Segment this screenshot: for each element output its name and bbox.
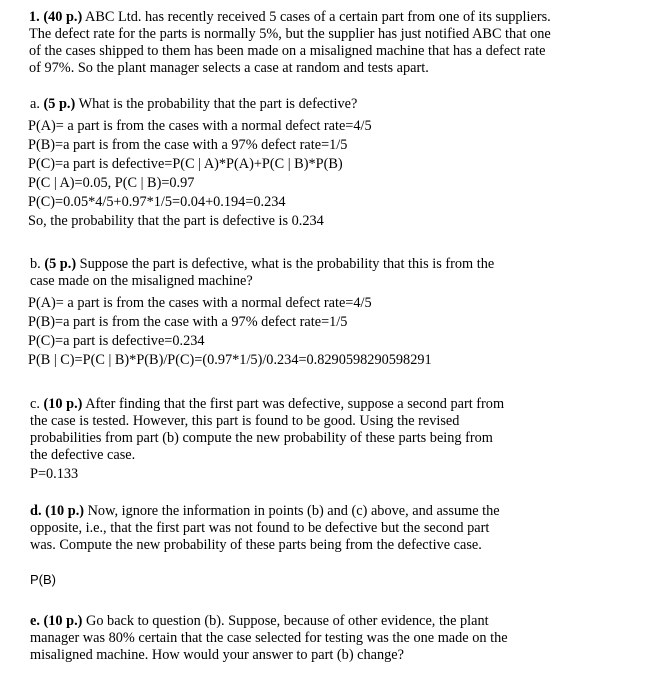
part-a-answer-line: P(C | A)=0.05, P(C | B)=0.97 <box>28 175 195 191</box>
part-b-answer-line: P(C)=a part is defective=0.234 <box>28 333 205 349</box>
part-c-answer-line: P=0.133 <box>30 466 79 482</box>
part-d-question-line: was. Compute the new probability of these parts being from the defective case. <box>30 537 482 553</box>
part-a-answer-line: So, the probability that the part is defective is 0.234 <box>28 213 324 229</box>
part-e-question-line: misaligned machine. How would your answer to part (b) change? <box>30 647 404 663</box>
part-a-answer-line: P(B)=a part is from the case with a 97% defect rate=1/5 <box>28 137 348 153</box>
part-b <box>30 256 646 290</box>
part-a-answer <box>28 117 646 231</box>
part-a-answer-line: P(C)=a part is defective=P(C | A)*P(A)+P(C | B)*P(B) <box>28 156 343 172</box>
question-1-text-line: The defect rate for the parts is normally 5%, but the supplier has just notified ABC that one <box>29 26 551 42</box>
question-1-points: (40 p.) <box>43 9 83 25</box>
part-c-answer <box>30 466 646 483</box>
part-e-points: (10 p.) <box>43 613 83 629</box>
part-d-question-line: opposite, i.e., that the first part was not found to be defective but the second part <box>30 520 490 536</box>
part-e <box>30 613 646 664</box>
part-b-question-line <box>30 256 646 273</box>
part-c-question-line: the case is tested. However, this part is found to be good. Using the revised <box>30 413 460 429</box>
part-a-label: a. <box>30 96 40 112</box>
part-d-answer-line: P(B) <box>30 572 56 587</box>
part-d-answer <box>30 571 646 588</box>
part-e-question-line <box>30 613 646 630</box>
part-b-answer <box>28 294 646 370</box>
part-a-answer-line: P(A)= a part is from the cases with a normal defect rate=4/5 <box>28 118 372 134</box>
part-b-answer-line: P(A)= a part is from the cases with a normal defect rate=4/5 <box>28 295 372 311</box>
part-a-points: (5 p.) <box>43 96 76 112</box>
part-d-label: d. <box>30 503 42 519</box>
part-e-label: e. <box>30 613 40 629</box>
part-d-question-text: Now, ignore the information in points (b) and (c) above, and assume the <box>87 503 500 519</box>
part-c-question-line: the defective case. <box>30 447 136 463</box>
question-1-intro <box>29 9 646 77</box>
part-c-label: c. <box>30 396 40 412</box>
part-a-question-text: What is the probability that the part is defective? <box>78 96 358 112</box>
part-c <box>30 396 646 464</box>
part-c-question-line: probabilities from part (b) compute the new probability of these parts being from <box>30 430 493 446</box>
part-d-points: (10 p.) <box>45 503 85 519</box>
part-c-question-text: After finding that the first part was defective, suppose a second part from <box>85 396 505 412</box>
part-b-answer-line: P(B)=a part is from the case with a 97% defect rate=1/5 <box>28 314 348 330</box>
part-b-question-line: case made on the misaligned machine? <box>30 273 253 289</box>
part-c-points: (10 p.) <box>43 396 83 412</box>
part-a-question <box>30 96 646 113</box>
part-a-answer-line: P(C)=0.05*4/5+0.97*1/5=0.04+0.194=0.234 <box>28 194 286 210</box>
part-e-question-line: manager was 80% certain that the case selected for testing was the one made on the <box>30 630 508 646</box>
question-1-text-line: of the cases shipped to them has been made on a misaligned machine that has a defect rate <box>29 43 546 59</box>
part-c-question-line <box>30 396 646 413</box>
part-e-question-text: Go back to question (b). Suppose, because of other evidence, the plant <box>86 613 489 629</box>
question-1-line-1 <box>29 9 646 26</box>
question-1-text-line: ABC Ltd. has recently received 5 cases of a certain part from one of its suppliers. <box>85 9 551 25</box>
part-d <box>30 503 646 554</box>
part-d-question-line <box>30 503 646 520</box>
part-b-question-text: Suppose the part is defective, what is the probability that this is from the <box>79 256 495 272</box>
part-b-label: b. <box>30 256 41 272</box>
part-b-points: (5 p.) <box>44 256 77 272</box>
question-1-number: 1. <box>29 9 40 25</box>
part-a <box>30 96 646 113</box>
part-b-answer-line: P(B | C)=P(C | B)*P(B)/P(C)=(0.97*1/5)/0.234=0.8290598290598291 <box>28 352 432 368</box>
question-1-text-line: of 97%. So the plant manager selects a case at random and tests apart. <box>29 60 429 76</box>
